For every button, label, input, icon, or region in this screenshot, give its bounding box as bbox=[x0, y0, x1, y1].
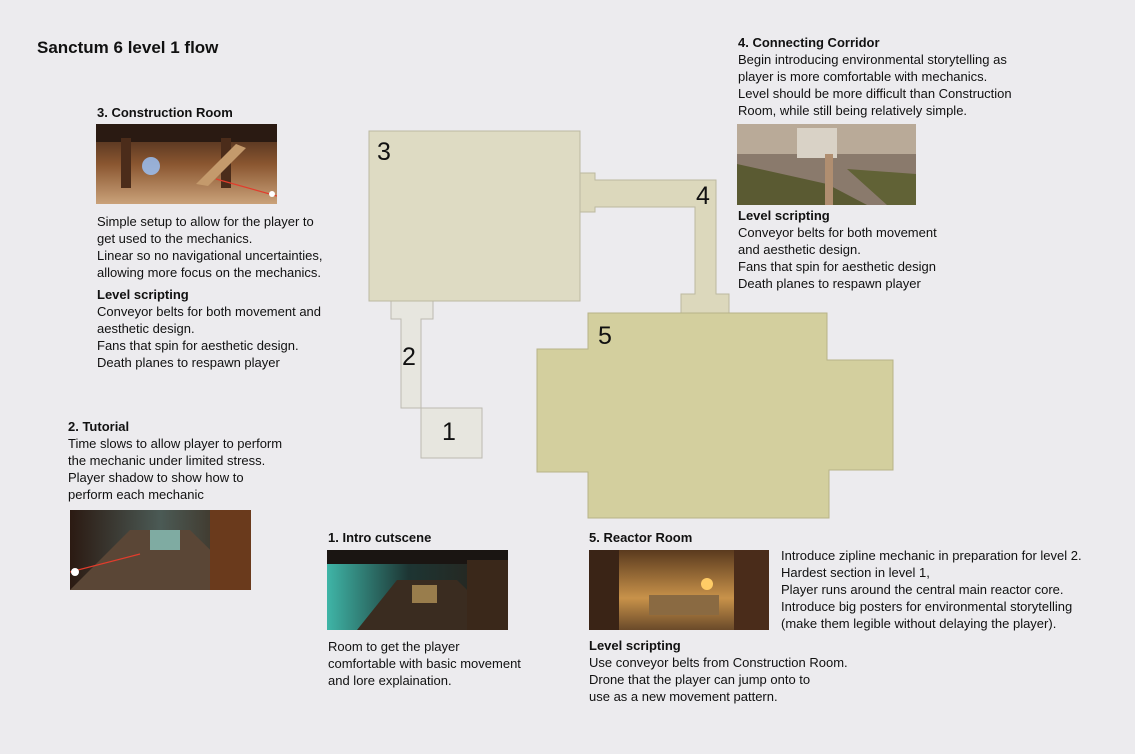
tutorial-description: Time slows to allow player to perform the mechanic under limited stress. Player shadow to show how to perform each mechanic bbox=[68, 436, 283, 502]
reactor-room-screenshot bbox=[589, 550, 769, 630]
tutorial-screenshot bbox=[70, 510, 251, 590]
construction-room-section bbox=[97, 104, 233, 121]
construction-room-heading: 3. Construction Room bbox=[97, 105, 233, 120]
reactor-room-heading: 5. Reactor Room bbox=[589, 530, 693, 545]
room-5-label: 5 bbox=[598, 322, 612, 350]
room-4-label: 4 bbox=[696, 182, 710, 210]
intro-cutscene-screenshot bbox=[327, 550, 508, 630]
tutorial-heading: 2. Tutorial bbox=[68, 419, 130, 434]
reactor-room-description: Introduce zipline mechanic in preparation for level 2. Hardest section in level 1, Player runs around the central main reactor core. Introduce big posters for environmental storytelling (make them legible without delaying the player). bbox=[781, 548, 1082, 631]
room-1-label: 1 bbox=[442, 418, 456, 446]
construction-room-scripting-heading: Level scripting bbox=[97, 287, 189, 302]
connecting-corridor-scripting-heading: Level scripting bbox=[738, 208, 830, 223]
connecting-corridor-screenshot bbox=[737, 124, 916, 205]
construction-room-screenshot bbox=[96, 124, 277, 204]
connecting-corridor-description: Begin introducing environmental storytelling as player is more comfortable with mechanics. Level should be more difficult than Construction Room, while still being relatively simple. bbox=[738, 52, 1012, 118]
reactor-room-scripting-heading: Level scripting bbox=[589, 638, 681, 653]
connecting-corridor-heading: 4. Connecting Corridor bbox=[738, 35, 880, 50]
construction-room-scripting: Conveyor belts for both movement and aesthetic design. Fans that spin for aesthetic design. Death planes to respawn player bbox=[97, 304, 322, 370]
reactor-room-scripting: Use conveyor belts from Construction Room. Drone that the player can jump onto to use as a new movement pattern. bbox=[589, 655, 848, 704]
room-3-label: 3 bbox=[377, 138, 391, 166]
construction-room-description: Simple setup to allow for the player to get used to the mechanics. Linear so no navigational uncertainties, allowing more focus on the mechanics. bbox=[97, 214, 323, 280]
room-5-shape bbox=[537, 313, 893, 518]
room-3-shape bbox=[369, 131, 580, 301]
intro-cutscene-description: Room to get the player comfortable with basic movement and lore explaination. bbox=[328, 639, 521, 688]
intro-cutscene-heading: 1. Intro cutscene bbox=[328, 530, 432, 545]
page-title: Sanctum 6 level 1 flow bbox=[37, 38, 219, 57]
connecting-corridor-scripting: Conveyor belts for both movement and aesthetic design. Fans that spin for aesthetic design Death planes to respawn player bbox=[738, 225, 937, 291]
room-2-label: 2 bbox=[402, 343, 416, 371]
